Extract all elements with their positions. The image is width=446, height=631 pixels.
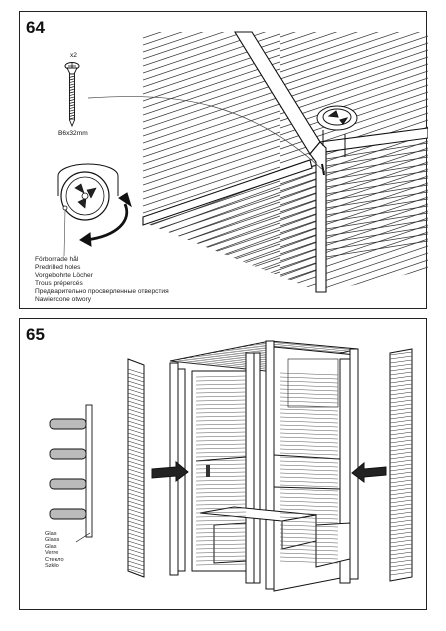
left-side-panel bbox=[128, 359, 144, 577]
caption-line: Предварительно просверленные отверстия bbox=[35, 288, 169, 295]
caption-line: Стекло bbox=[45, 556, 64, 563]
screw-icon bbox=[65, 63, 79, 127]
ceiling-frame bbox=[143, 32, 428, 292]
screw-size: B6x32mm bbox=[58, 130, 88, 137]
predrilled-holes-caption bbox=[35, 256, 169, 304]
step-number: 64 bbox=[26, 18, 45, 37]
glass-clamp-detail bbox=[50, 405, 92, 542]
caption-line: Szkło bbox=[45, 563, 59, 570]
sauna-assembly-illustration bbox=[20, 319, 428, 611]
caption-line: Verre bbox=[45, 550, 59, 557]
step-number: 65 bbox=[26, 325, 45, 344]
right-side-panel bbox=[390, 349, 412, 581]
caption-line: Predrilled holes bbox=[35, 264, 81, 271]
door-handle bbox=[206, 465, 210, 477]
step-64-panel bbox=[19, 11, 427, 309]
caption-line: Vorgebohrte Löcher bbox=[35, 272, 93, 279]
screw-quantity: x2 bbox=[70, 52, 77, 59]
caption-line: Glass bbox=[45, 537, 60, 544]
caption-line: Glas bbox=[45, 543, 57, 550]
step-65-panel bbox=[19, 318, 427, 610]
caption-line: Trous prépercés bbox=[35, 280, 83, 287]
caption-line: Glas bbox=[45, 531, 57, 537]
caption-line: Nawiercone otwory bbox=[35, 296, 92, 303]
ceiling-slats bbox=[143, 12, 428, 310]
glass-caption bbox=[45, 531, 64, 569]
caption-line: Förborrade hål bbox=[35, 256, 79, 263]
